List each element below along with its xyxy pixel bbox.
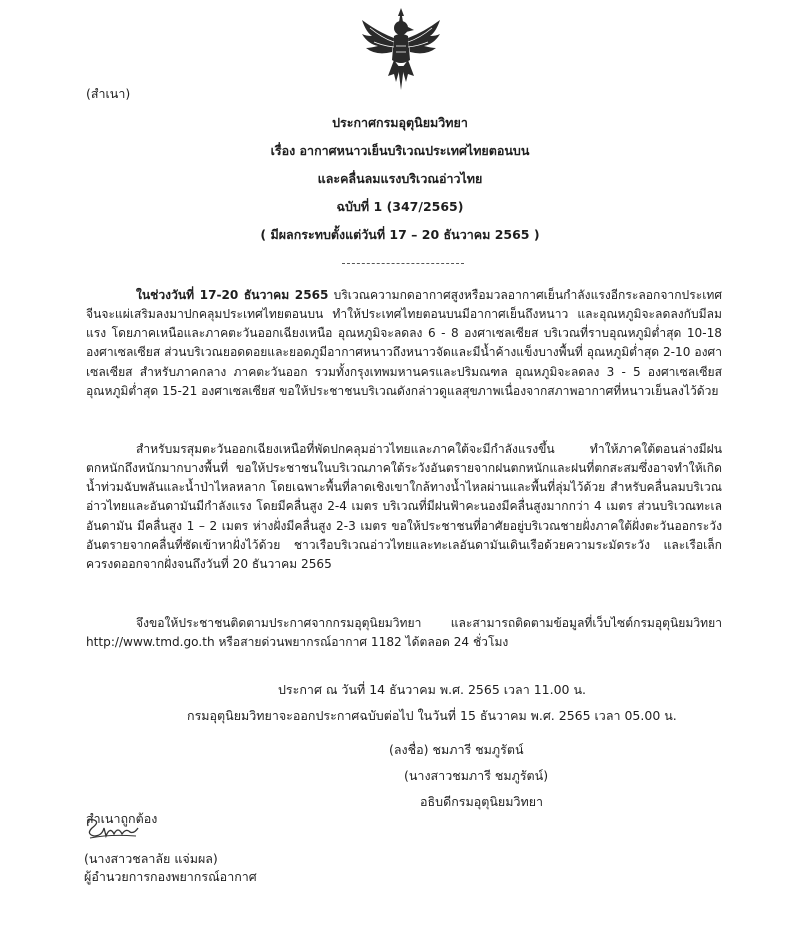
announcement-title: ประกาศกรมอุตุนิยมวิทยา <box>332 115 468 130</box>
paragraph-monsoon-waves: สำหรับมรสุมตะวันออกเฉียงเหนือที่พัดปกคลุมอ่าวไทยและภาคใต้จะมีกำลังแรงขึ้น ทำให้ภาคใต้ตอนล่างมีฝนตกหนักถึงหนักมากบางพื้นที่ ขอให้ประชาชนในบริเวณภาคใต้ระวังอันตรายจากฝนตกหนักและฝนที่ตกสะสมซึ่งอาจทำให้เกิดน้ำท่วมฉับพลันและน้ำป่าไหลหลาก โดยเฉพาะพื้นที่ลาดเชิงเขาใกล้ทางน้ำไหลผ่านและพื้นที่ลุ่มไว้ด้วย สำหรับคลื่นลมบริเวณอ่าวไทยและอันดามันมีกำลังแรง โดยมีคลื่นสูง 2-4 เมตร บริเวณที่มีฝนฟ้าคะนองมีคลื่นสูงมากกว่า 4 เมตร ส่วนบริเวณทะเลอันดามัน มีคลื่นสูง 1 – 2 เมตร ห่างฝั่งมีคลื่นสูง 2-3 เมตร ขอให้ประชาชนที่อาศัยอยู่บริเวณชายฝั่งภาคใต้ฝั่งตะวันออกระวังอันตรายจากคลื่นที่ซัดเข้าหาฝั่งไว้ด้วย ชาวเรือบริเวณอ่าวไทยและทะเลอันดามันเดินเรือด้วยความระมัดระวัง และเรือเล็กควรงดออกจากฝั่งจนถึงวันที่ 20 ธันวาคม 2565 <box>86 442 722 571</box>
signature-signed: (ลงชื่อ) ชมภารี ชมภูรัตน์ <box>389 742 524 757</box>
handwritten-signature <box>84 814 140 844</box>
paragraph-follow-updates: จึงขอให้ประชาชนติดตามประกาศจากกรมอุตุนิยมวิทยา และสามารถติดตามข้อมูลที่เว็บไซต์กรมอุตุนิยมวิทยา http://www.tmd.go.th หรือสายด่วนพยากรณ์อากาศ 1182 ได้ตลอด 24 ชั่วโมง <box>86 616 722 650</box>
title-separator <box>342 263 464 264</box>
certifier-name: (นางสาวชลาลัย แจ่มผล) <box>84 851 218 866</box>
copy-label: (สำเนา) <box>86 86 131 101</box>
announcement-effective-period: ( มีผลกระทบตั้งแต่วันที่ 17 – 20 ธันวาคม 2565 ) <box>260 227 540 242</box>
next-issue: กรมอุตุนิยมวิทยาจะออกประกาศฉบับต่อไป ในวันที่ 15 ธันวาคม พ.ศ. 2565 เวลา 05.00 น. <box>187 708 677 723</box>
signature-position: อธิบดีกรมอุตุนิยมวิทยา <box>420 794 544 809</box>
paragraph-lead: ในช่วงวันที่ 17-20 ธันวาคม 2565 <box>136 288 329 302</box>
issue-date: ประกาศ ณ วันที่ 14 ธันวาคม พ.ศ. 2565 เวลา 11.00 น. <box>278 682 586 697</box>
signature-name: (นางสาวชมภารี ชมภูรัตน์) <box>404 768 549 783</box>
announcement-number: ฉบับที่ 1 (347/2565) <box>336 199 464 214</box>
certifier-position: ผู้อำนวยการกองพยากรณ์อากาศ <box>84 869 257 884</box>
paragraph-cold-weather <box>86 286 722 401</box>
garuda-emblem-icon <box>358 6 444 92</box>
announcement-subject: เรื่อง อากาศหนาวเย็นบริเวณประเทศไทยตอนบน <box>270 143 530 158</box>
certified-copy-label: สำเนาถูกต้อง <box>86 811 158 826</box>
announcement-subject-cont: และคลื่นลมแรงบริเวณอ่าวไทย <box>317 171 483 186</box>
paragraph-text: บริเวณความกดอากาศสูงหรือมวลอากาศเย็นกำลังแรงอีกระลอกจากประเทศจีนจะแผ่เสริมลงมาปกคลุมประเทศไทยตอนบน ทำให้ประเทศไทยตอนบนมีอากาศเย็นถึงหนาว และอุณหภูมิจะลดลงกับมีลมแรง โดยภาคเหนือและภาคตะวันออกเฉียงเหนือ อุณหภูมิจะลดลง 6 - 8 องศาเซลเซียส บริเวณที่ราบอุณหภูมิต่ำสุด 10-18 องศาเซลเซียส ส่วนบริเวณยอดดอยและยอดภูมีอากาศหนาวถึงหนาวจัดและมีน้ำค้างแข็งบางพื้นที่ อุณหภูมิต่ำสุด 2-10 องศาเซลเซียส สำหรับภาคกลาง ภาคตะวันออก รวมทั้งกรุงเทพมหานครและปริมณฑล อุณหภูมิจะลดลง 3 - 5 องศาเซลเซียส อุณหภูมิต่ำสุด 15-21 องศาเซลเซียส ขอให้ประชาชนบริเวณดังกล่าวดูแลสุขภาพเนื่องจากสภาพอากาศที่หนาวเย็นลงไว้ด้วย <box>86 288 722 398</box>
